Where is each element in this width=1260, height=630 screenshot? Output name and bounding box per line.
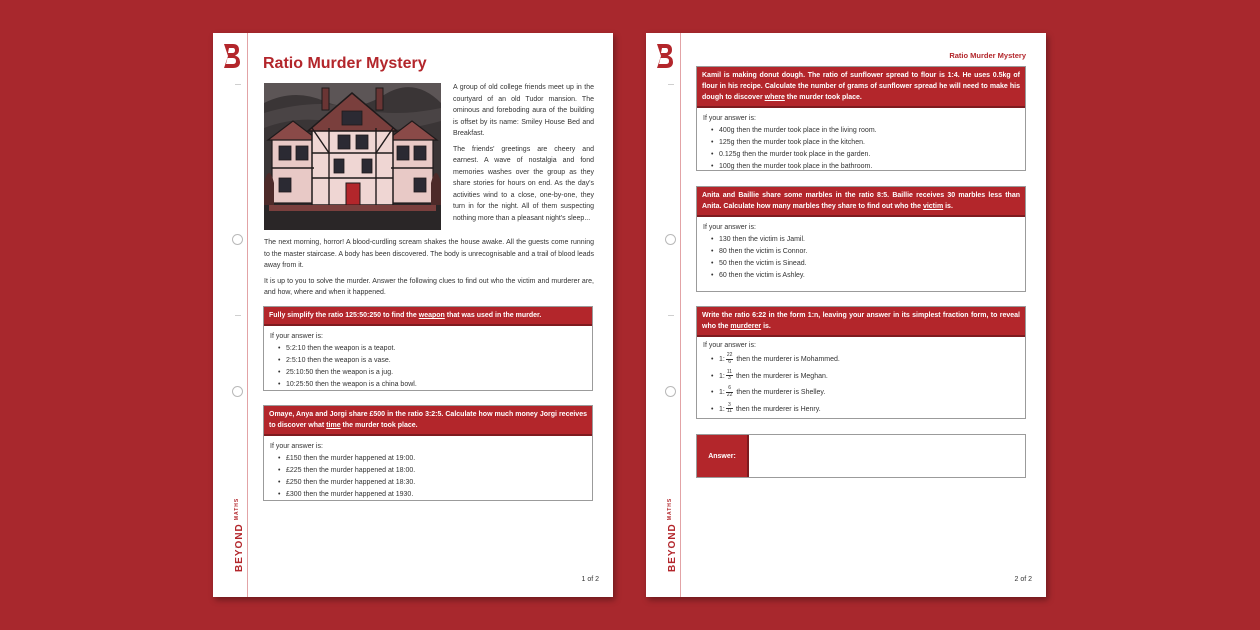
brand-sub: MATHS <box>667 497 673 521</box>
ratio-prefix: 1: <box>719 356 725 363</box>
question-options <box>264 326 592 395</box>
fraction <box>726 403 733 415</box>
option-item: • 60 then the victim is Ashley. <box>711 270 1019 282</box>
option-item: • 80 then the victim is Connor. <box>711 246 1019 258</box>
question-heading <box>697 67 1025 108</box>
question-text: Anita and Baillie share some marbles in the ratio 8:5. Baillie receives 30 marbles less than Anita. Calculate how many marbles they share to find out who the <box>702 192 1020 210</box>
page-number: 1 of 2 <box>581 576 599 583</box>
fraction-numerator: 22 <box>726 352 733 359</box>
question-options <box>697 108 1025 177</box>
ratio-prefix: 1: <box>719 405 725 413</box>
option-item: • 50 then the victim is Sinead. <box>711 258 1019 270</box>
question-text: the murder took place. <box>784 94 862 101</box>
option-item: • 0.125g then the murder took place in the garden. <box>711 149 1019 161</box>
margin-line <box>680 33 681 597</box>
question-heading <box>264 406 592 436</box>
question-text: is. <box>761 323 771 330</box>
punch-hole <box>232 234 243 245</box>
question-options <box>264 436 592 505</box>
fraction <box>726 386 734 398</box>
question-text: Kamil is making donut dough. The ratio of sunflower spread to flour is 1:4. He uses 0.5kg of flour in his recipe. Calculate the number of grams of sunflower spread he will need to make his dough to discover <box>702 72 1020 101</box>
answer-label: Answer: <box>697 435 749 477</box>
option-item <box>711 385 1019 402</box>
question-text: Omaye, Anya and Jorgi share £500 in the ratio 3:2:5. Calculate how much money Jorgi receives to discover what <box>269 411 587 429</box>
beyond-logo-icon <box>221 43 241 69</box>
story-paragraph: It is up to you to solve the murder. Answer the following clues to find out who the victim and murderer are, and how, where and when it happened. <box>264 277 594 296</box>
option-text: then the murderer is Mohammed. <box>734 356 840 363</box>
question-text: the murder took place. <box>340 422 418 429</box>
question-keyword: murderer <box>730 323 762 330</box>
header-title: Ratio Murder Mystery <box>949 51 1026 60</box>
brand-name: BEYOND <box>234 523 245 572</box>
option-item: • 130 then the victim is Jamil. <box>711 234 1019 246</box>
question-victim <box>696 186 1026 292</box>
option-item <box>711 402 1019 419</box>
question-heading <box>264 307 592 326</box>
question-options <box>697 337 1025 422</box>
margin-line <box>247 33 248 597</box>
option-text: then the murderer is Shelley. <box>734 389 826 396</box>
option-item: • 2:5:10 then the weapon is a vase. <box>278 355 586 367</box>
fraction-denominator: 6 <box>728 358 732 365</box>
worksheet-page-1 <box>213 33 613 597</box>
fraction <box>726 370 733 382</box>
question-options <box>697 217 1025 286</box>
option-item <box>711 369 1019 386</box>
question-keyword: time <box>326 422 341 429</box>
brand-wordmark <box>234 497 245 572</box>
question-keyword: where <box>764 94 785 101</box>
story-paragraph: The next morning, horror! A blood-curdling scream shakes the house awake. All the guests come running to the master staircase. A body has been discovered. The body is unrecognisable and a trail of blood leads away from it. <box>264 239 594 269</box>
options-prompt: If your answer is: <box>270 443 323 450</box>
question-text: that was used in the murder. <box>444 312 542 319</box>
worksheet-page-2 <box>646 33 1046 597</box>
fraction-numerator: 6 <box>726 386 734 393</box>
intro-text <box>453 82 594 228</box>
fraction-denominator: 3 <box>728 375 731 382</box>
option-item: • 100g then the murder took place in the bathroom. <box>711 161 1019 173</box>
margin-tick <box>668 315 674 316</box>
page-title: Ratio Murder Mystery <box>263 55 427 72</box>
tudor-house-illustration <box>264 83 441 230</box>
punch-hole <box>665 234 676 245</box>
option-text: then the murderer is Henry. <box>734 405 821 413</box>
question-where <box>696 66 1026 171</box>
question-time <box>263 405 593 501</box>
question-heading <box>697 307 1025 337</box>
margin-tick <box>668 84 674 85</box>
question-text: Fully simplify the ratio 125:50:250 to find the <box>269 312 419 319</box>
margin-tick <box>235 315 241 316</box>
intro-paragraph: The friends' greetings are cheery and earnest. A wave of nostalgia and fond memories washes over the group as they share stories for hours on end. As the day's activities wind to a close, one-by-one, they turn in for the night. All of them suspecting nothing more than a pleasant night's sleep... <box>453 145 594 222</box>
option-item: • £300 then the murder happened at 1930. <box>278 489 586 501</box>
question-keyword: victim <box>922 203 944 210</box>
question-keyword: weapon <box>418 312 445 319</box>
punch-hole <box>232 386 243 397</box>
option-item: • 25:10:50 then the weapon is a jug. <box>278 367 586 379</box>
story-text <box>264 237 594 303</box>
ratio-prefix: 1: <box>719 389 725 396</box>
question-heading <box>697 187 1025 217</box>
option-item: • £250 then the murder happened at 18:30. <box>278 477 586 489</box>
answer-box[interactable] <box>696 434 1026 478</box>
option-item: • 10:25:50 then the weapon is a china bowl. <box>278 379 586 391</box>
brand-wordmark <box>667 497 678 572</box>
fraction-numerator: 3 <box>726 403 733 410</box>
option-text: then the murderer is Meghan. <box>734 372 828 380</box>
fraction-denominator: 11 <box>726 408 733 415</box>
options-prompt: If your answer is: <box>703 115 756 122</box>
option-item: • 5:2:10 then the weapon is a teapot. <box>278 343 586 355</box>
options-prompt: If your answer is: <box>270 333 323 340</box>
brand-sub: MATHS <box>234 497 240 521</box>
option-item: • £225 then the murder happened at 18:00. <box>278 465 586 477</box>
fraction-numerator: 11 <box>726 368 733 375</box>
question-text: Write the ratio 6:22 in the form 1:n, leaving your answer in its simplest fraction form, to reveal who the <box>702 312 1020 330</box>
option-item: • 125g then the murder took place in the kitchen. <box>711 137 1019 149</box>
intro-paragraph: A group of old college friends meet up in the courtyard of an old Tudor mansion. The ominous and foreboding aura of the building is offset by its name: Smiley House Bed and Breakfast. <box>453 84 594 137</box>
fraction <box>726 353 734 365</box>
punch-hole <box>665 386 676 397</box>
beyond-logo-icon <box>654 43 674 69</box>
question-weapon <box>263 306 593 391</box>
question-text: is. <box>943 203 953 210</box>
option-item: • £150 then the murder happened at 19:00. <box>278 453 586 465</box>
options-prompt: If your answer is: <box>703 224 756 231</box>
option-item: • 400g then the murder took place in the living room. <box>711 125 1019 137</box>
option-item <box>711 352 1019 369</box>
brand-name: BEYOND <box>667 523 678 572</box>
options-prompt: If your answer is: <box>703 342 756 349</box>
page-number: 2 of 2 <box>1014 576 1032 583</box>
ratio-prefix: 1: <box>719 372 725 380</box>
fraction-denominator: 22 <box>726 391 733 398</box>
margin-tick <box>235 84 241 85</box>
question-murderer <box>696 306 1026 419</box>
